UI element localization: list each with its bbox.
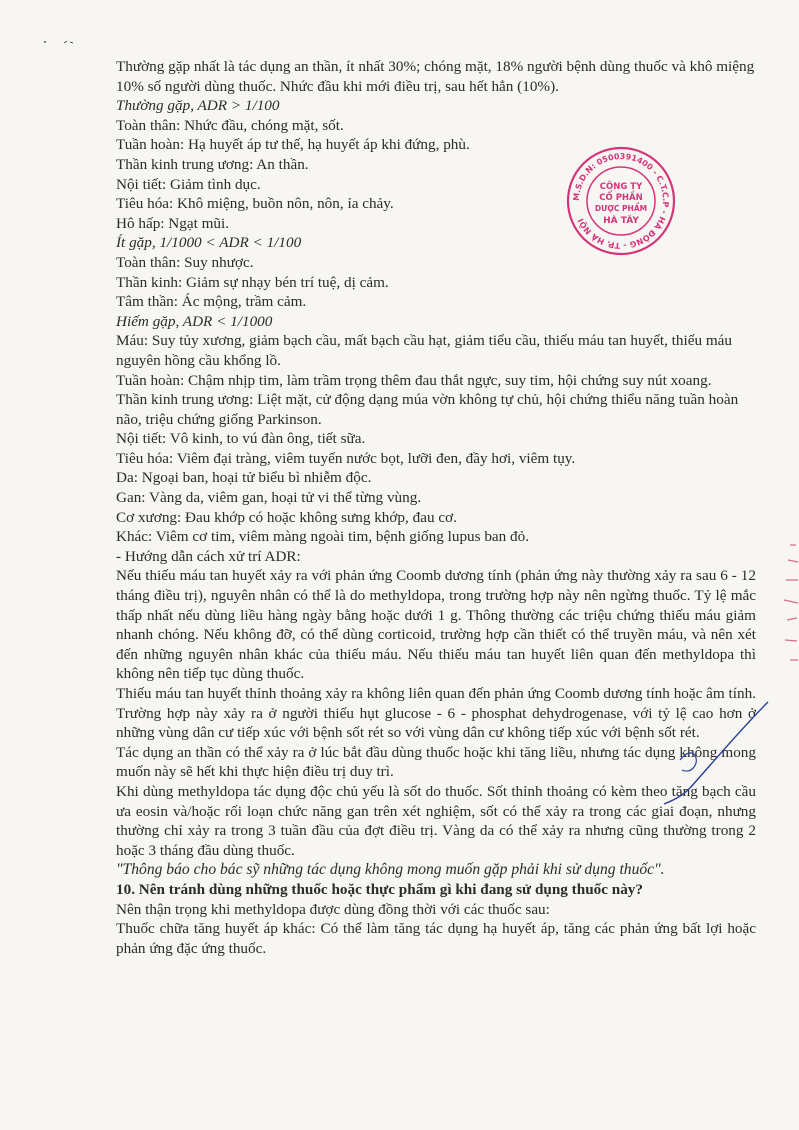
paragraph: - Hướng dẫn cách xử trí ADR: bbox=[116, 547, 301, 565]
paragraph: Thần kinh: Giảm sự nhạy bén trí tuệ, dị cảm. bbox=[116, 273, 389, 291]
paragraph: Tuần hoàn: Hạ huyết áp tư thế, hạ huyết áp khi đứng, phù. bbox=[116, 136, 470, 154]
paragraph: Tuần hoàn: Chậm nhịp tim, làm trầm trọng thêm đau thắt ngực, suy tim, hội chứng suy nút xoang. bbox=[116, 371, 712, 389]
paragraph: Thường gặp nhất là tác dụng an thần, ít nhất 30%; chóng mặt, 18% người bệnh dùng thuốc và khô miệng 10% số người dùng thuốc. Nhức đầu khi mới điều trị, sau hết hẳn (10%). bbox=[116, 58, 755, 95]
paragraph: Cơ xương: Đau khớp có hoặc không sưng khớp, đau cơ. bbox=[116, 508, 457, 526]
paragraph: Nên thận trọng khi methyldopa được dùng đồng thời với các thuốc sau: bbox=[116, 900, 550, 918]
stamp-line: CÔNG TY bbox=[599, 182, 643, 192]
paragraph: Tiêu hóa: Viêm đại tràng, viêm tuyến nước bọt, lưỡi đen, đầy hơi, viêm tụy. bbox=[116, 449, 576, 467]
stamp-ring-text: M.S.D.N: 0500391400 - C.T.C.P - HÀ ĐÔNG - TP. HÀ NỘI bbox=[571, 151, 671, 251]
paragraph: Toàn thân: Suy nhược. bbox=[116, 253, 254, 271]
scan-corner-mark bbox=[42, 35, 92, 47]
paragraph: Thiếu máu tan huyết thỉnh thoảng xảy ra không liên quan đến phản ứng Coomb dương tính hoặc âm tính. Trường hợp này xảy ra ở người thiếu hụt glucose - 6 - phosphat dehydrogenase, với tỷ lệ cao hơn ở những vùng dân cư tiếp xúc với bệnh sốt rét so với vùng dân cư không tiếp xúc với bệnh sốt rét. bbox=[116, 685, 756, 742]
paragraph: Thần kinh trung ương: Liệt mặt, cử động dạng múa vờn không tự chủ, hội chứng thiểu năng tuần hoàn não, triệu chứng giống Parkinson. bbox=[116, 391, 739, 428]
signature-stroke bbox=[660, 700, 770, 810]
paragraph: Toàn thân: Nhức đầu, chóng mặt, sốt. bbox=[116, 116, 344, 134]
section-heading: 10. Nên tránh dùng những thuốc hoặc thực phẩm gì khi đang sử dụng thuốc này? bbox=[116, 880, 643, 898]
frequency-heading: Ít gặp, 1/1000 < ADR < 1/100 bbox=[116, 234, 302, 252]
stamp-line: DƯỢC PHẨM bbox=[594, 204, 648, 213]
paragraph: Da: Ngoại ban, hoại tử biểu bì nhiễm độc. bbox=[116, 469, 372, 487]
notice-text: "Thông báo cho bác sỹ những tác dụng không mong muốn gặp phải khi sử dụng thuốc". bbox=[116, 861, 665, 879]
paragraph: Nếu thiếu máu tan huyết xảy ra với phản ứng Coomb dương tính (phản ứng này thường xảy ra sau 6 - 12 tháng điều trị), nguyên nhân có thể là do methyldopa, trong trường hợp này nên ngừng thuốc. Tỷ lệ mắc thấp nhất nếu dùng liều hàng ngày bằng hoặc dưới 1 g. Thông thường các triệu chứng thiếu máu giảm nhanh chóng. Nếu không đỡ, có thể dùng corticoid, trường hợp cần thiết có thể truyền máu, và nên xét đến những nguyên nhân khác của thiếu máu. Nếu thiếu máu tan huyết liên quan đến methyldopa thì không nên tiếp tục dùng thuốc. bbox=[116, 567, 756, 683]
paragraph: Thần kinh trung ương: An thần. bbox=[116, 155, 309, 173]
paragraph: Khi dùng methyldopa tác dụng độc chủ yếu là sốt do thuốc. Sốt thỉnh thoảng có kèm theo tăng bạch cầu ưa eosin và/hoặc rối loạn chức năng gan trên xét nghiệm, sốt có thể xảy ra trong các giai đoạn, nhưng thường chỉ xảy ra trong 3 tuần đầu của đợt điều trị. Vàng da có thể xảy ra nhưng cũng thường trong 2 hoặc 3 tháng đầu dùng thuốc. bbox=[116, 782, 756, 859]
paragraph: Nội tiết: Giảm tình dục. bbox=[116, 175, 261, 193]
frequency-heading: Hiếm gặp, ADR < 1/1000 bbox=[116, 312, 273, 330]
paragraph: Tâm thần: Ác mộng, trầm cảm. bbox=[116, 293, 307, 311]
stamp-line: HÀ TÂY bbox=[603, 216, 639, 226]
paragraph: Máu: Suy tủy xương, giảm bạch cầu, mất bạch cầu hạt, giảm tiểu cầu, thiếu máu tan huyết, thiếu máu nguyên hồng cầu khổng lồ. bbox=[116, 332, 732, 369]
stamp-line: CỔ PHẦN bbox=[599, 193, 643, 203]
paragraph: Khác: Viêm cơ tim, viêm màng ngoài tim, bệnh giống lupus ban đỏ. bbox=[116, 528, 530, 546]
company-stamp bbox=[565, 145, 677, 257]
paragraph: Gan: Vàng da, viêm gan, hoại tử vi thể từng vùng. bbox=[116, 489, 422, 507]
paragraph: Tiêu hóa: Khô miệng, buồn nôn, nôn, ỉa chảy. bbox=[116, 195, 394, 213]
edge-stamp-fragment bbox=[760, 540, 799, 680]
frequency-heading: Thường gặp, ADR > 1/100 bbox=[116, 97, 280, 115]
paragraph: Nội tiết: Vô kinh, to vú đàn ông, tiết sữa. bbox=[116, 430, 366, 448]
paragraph: Tác dụng an thần có thể xảy ra ở lúc bắt đầu dùng thuốc hoặc khi tăng liều, nhưng tác dụng không mong muốn này sẽ hết khi thực hiện điều trị duy trì. bbox=[116, 743, 756, 781]
paragraph: Hô hấp: Ngạt mũi. bbox=[116, 214, 230, 232]
paragraph: Thuốc chữa tăng huyết áp khác: Có thể làm tăng tác dụng hạ huyết áp, tăng các phản ứng bất lợi hoặc phản ứng đặc ứng thuốc. bbox=[116, 920, 756, 957]
